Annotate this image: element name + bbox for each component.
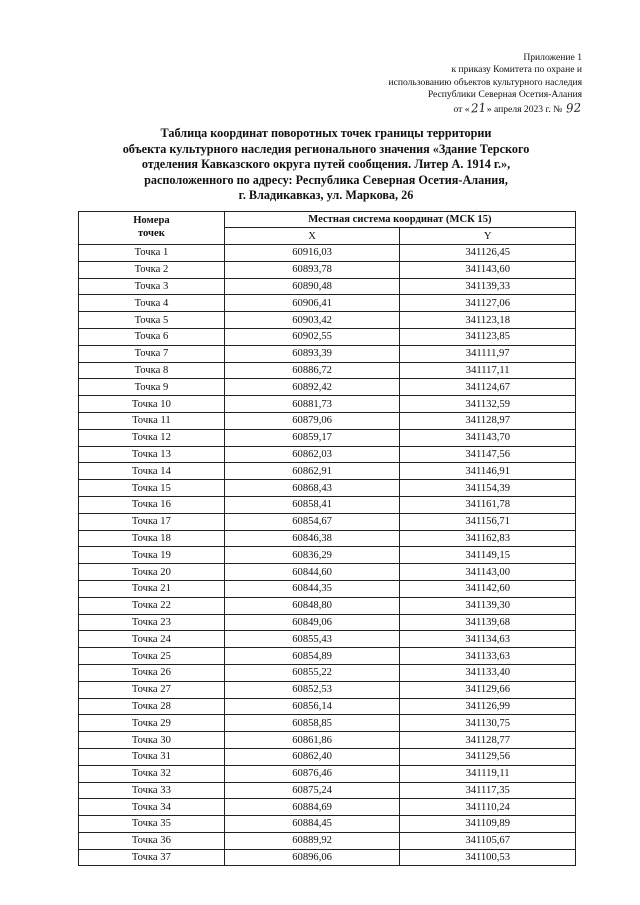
table-row bbox=[79, 564, 576, 581]
y-coordinate-cell: 341161,78 bbox=[400, 496, 576, 513]
y-coordinate-cell: 341111,97 bbox=[400, 345, 576, 362]
title-line-4: расположенного по адресу: Республика Северная Осетия-Алания, bbox=[144, 172, 508, 187]
point-name-cell: Точка 9 bbox=[79, 379, 225, 396]
point-name-cell: Точка 15 bbox=[79, 480, 225, 497]
point-name-cell: Точка 14 bbox=[79, 463, 225, 480]
y-coordinate-cell: 341133,63 bbox=[400, 648, 576, 665]
point-name-cell: Точка 22 bbox=[79, 597, 225, 614]
x-coordinate-cell: 60848,80 bbox=[224, 597, 400, 614]
x-coordinate-cell: 60858,85 bbox=[224, 715, 400, 732]
point-name-cell: Точка 8 bbox=[79, 362, 225, 379]
y-coordinate-cell: 341109,89 bbox=[400, 816, 576, 833]
table-row bbox=[79, 816, 576, 833]
x-coordinate-cell: 60875,24 bbox=[224, 782, 400, 799]
point-name-cell: Точка 20 bbox=[79, 564, 225, 581]
x-coordinate-cell: 60876,46 bbox=[224, 765, 400, 782]
table-row bbox=[79, 580, 576, 597]
title-line-2: объекта культурного наследия регионального значения «Здание Терского bbox=[122, 141, 530, 156]
point-name-cell: Точка 1 bbox=[79, 245, 225, 262]
table-row bbox=[79, 261, 576, 278]
x-coordinate-cell: 60884,69 bbox=[224, 799, 400, 816]
table-row bbox=[79, 631, 576, 648]
document-title bbox=[70, 126, 582, 204]
x-coordinate-cell: 60854,89 bbox=[224, 648, 400, 665]
point-name-cell: Точка 5 bbox=[79, 312, 225, 329]
table-row bbox=[79, 849, 576, 866]
point-name-cell: Точка 26 bbox=[79, 664, 225, 681]
x-coordinate-cell: 60893,39 bbox=[224, 345, 400, 362]
table-body bbox=[79, 245, 576, 866]
y-coordinate-cell: 341143,70 bbox=[400, 429, 576, 446]
y-coordinate-cell: 341139,30 bbox=[400, 597, 576, 614]
y-coordinate-cell: 341154,39 bbox=[400, 480, 576, 497]
point-name-cell: Точка 12 bbox=[79, 429, 225, 446]
x-coordinate-cell: 60844,60 bbox=[224, 564, 400, 581]
y-coordinate-cell: 341139,68 bbox=[400, 614, 576, 631]
point-name-cell: Точка 18 bbox=[79, 530, 225, 547]
x-coordinate-cell: 60862,03 bbox=[224, 446, 400, 463]
y-coordinate-cell: 341143,60 bbox=[400, 261, 576, 278]
table-row bbox=[79, 429, 576, 446]
header-points-line-2: точек bbox=[137, 228, 165, 239]
table-row bbox=[79, 345, 576, 362]
y-coordinate-cell: 341132,59 bbox=[400, 396, 576, 413]
point-name-cell: Точка 35 bbox=[79, 816, 225, 833]
point-name-cell: Точка 24 bbox=[79, 631, 225, 648]
x-coordinate-cell: 60855,43 bbox=[224, 631, 400, 648]
table-row bbox=[79, 832, 576, 849]
header-points bbox=[79, 212, 225, 245]
coordinates-table bbox=[78, 211, 576, 866]
appendix-date-line bbox=[388, 102, 582, 116]
y-coordinate-cell: 341127,06 bbox=[400, 295, 576, 312]
x-coordinate-cell: 60879,06 bbox=[224, 412, 400, 429]
y-coordinate-cell: 341146,91 bbox=[400, 463, 576, 480]
y-coordinate-cell: 341123,85 bbox=[400, 328, 576, 345]
table-row bbox=[79, 681, 576, 698]
x-coordinate-cell: 60849,06 bbox=[224, 614, 400, 631]
x-coordinate-cell: 60881,73 bbox=[224, 396, 400, 413]
y-coordinate-cell: 341149,15 bbox=[400, 547, 576, 564]
point-name-cell: Точка 7 bbox=[79, 345, 225, 362]
point-name-cell: Точка 34 bbox=[79, 799, 225, 816]
x-coordinate-cell: 60844,35 bbox=[224, 580, 400, 597]
x-coordinate-cell: 60856,14 bbox=[224, 698, 400, 715]
y-coordinate-cell: 341110,24 bbox=[400, 799, 576, 816]
point-name-cell: Точка 23 bbox=[79, 614, 225, 631]
table-row bbox=[79, 496, 576, 513]
point-name-cell: Точка 6 bbox=[79, 328, 225, 345]
table-row bbox=[79, 295, 576, 312]
point-name-cell: Точка 30 bbox=[79, 732, 225, 749]
appendix-line-3: использованию объектов культурного наследия bbox=[388, 76, 582, 88]
y-coordinate-cell: 341126,45 bbox=[400, 245, 576, 262]
point-name-cell: Точка 27 bbox=[79, 681, 225, 698]
header-x: X bbox=[224, 228, 400, 245]
point-name-cell: Точка 19 bbox=[79, 547, 225, 564]
y-coordinate-cell: 341100,53 bbox=[400, 849, 576, 866]
table-row bbox=[79, 513, 576, 530]
table-row bbox=[79, 715, 576, 732]
y-coordinate-cell: 341124,67 bbox=[400, 379, 576, 396]
y-coordinate-cell: 341129,56 bbox=[400, 748, 576, 765]
x-coordinate-cell: 60868,43 bbox=[224, 480, 400, 497]
point-name-cell: Точка 37 bbox=[79, 849, 225, 866]
x-coordinate-cell: 60903,42 bbox=[224, 312, 400, 329]
x-coordinate-cell: 60852,53 bbox=[224, 681, 400, 698]
point-name-cell: Точка 4 bbox=[79, 295, 225, 312]
x-coordinate-cell: 60855,22 bbox=[224, 664, 400, 681]
y-coordinate-cell: 341128,97 bbox=[400, 412, 576, 429]
x-coordinate-cell: 60854,67 bbox=[224, 513, 400, 530]
y-coordinate-cell: 341156,71 bbox=[400, 513, 576, 530]
table-row bbox=[79, 379, 576, 396]
point-name-cell: Точка 29 bbox=[79, 715, 225, 732]
table-row bbox=[79, 765, 576, 782]
y-coordinate-cell: 341128,77 bbox=[400, 732, 576, 749]
y-coordinate-cell: 341117,35 bbox=[400, 782, 576, 799]
table-row bbox=[79, 396, 576, 413]
x-coordinate-cell: 60862,91 bbox=[224, 463, 400, 480]
x-coordinate-cell: 60906,41 bbox=[224, 295, 400, 312]
y-coordinate-cell: 341143,00 bbox=[400, 564, 576, 581]
x-coordinate-cell: 60889,92 bbox=[224, 832, 400, 849]
appendix-header bbox=[388, 52, 582, 116]
x-coordinate-cell: 60859,17 bbox=[224, 429, 400, 446]
table-row bbox=[79, 480, 576, 497]
point-name-cell: Точка 21 bbox=[79, 580, 225, 597]
point-name-cell: Точка 3 bbox=[79, 278, 225, 295]
point-name-cell: Точка 17 bbox=[79, 513, 225, 530]
point-name-cell: Точка 11 bbox=[79, 412, 225, 429]
x-coordinate-cell: 60890,48 bbox=[224, 278, 400, 295]
y-coordinate-cell: 341129,66 bbox=[400, 681, 576, 698]
point-name-cell: Точка 31 bbox=[79, 748, 225, 765]
y-coordinate-cell: 341134,63 bbox=[400, 631, 576, 648]
table-row bbox=[79, 732, 576, 749]
title-line-1: Таблица координат поворотных точек границы территории bbox=[160, 126, 492, 140]
appendix-line-2: к приказу Комитета по охране и bbox=[451, 64, 582, 76]
y-coordinate-cell: 341162,83 bbox=[400, 530, 576, 547]
x-coordinate-cell: 60846,38 bbox=[224, 530, 400, 547]
table-row bbox=[79, 698, 576, 715]
y-coordinate-cell: 341139,33 bbox=[400, 278, 576, 295]
point-name-cell: Точка 10 bbox=[79, 396, 225, 413]
handwritten-day: 21 bbox=[470, 100, 487, 116]
point-name-cell: Точка 28 bbox=[79, 698, 225, 715]
y-coordinate-cell: 341126,99 bbox=[400, 698, 576, 715]
table-row bbox=[79, 412, 576, 429]
y-coordinate-cell: 341130,75 bbox=[400, 715, 576, 732]
table-row bbox=[79, 782, 576, 799]
table-row bbox=[79, 664, 576, 681]
header-y: Y bbox=[400, 228, 576, 245]
table-row bbox=[79, 799, 576, 816]
x-coordinate-cell: 60896,06 bbox=[224, 849, 400, 866]
table-row bbox=[79, 614, 576, 631]
appendix-line-4: Республики Северная Осетия-Алания bbox=[427, 89, 582, 101]
point-name-cell: Точка 25 bbox=[79, 648, 225, 665]
point-name-cell: Точка 36 bbox=[79, 832, 225, 849]
table-row bbox=[79, 362, 576, 379]
appendix-line-1: Приложение 1 bbox=[523, 52, 582, 63]
y-coordinate-cell: 341117,11 bbox=[400, 362, 576, 379]
header-points-line-1: Номера bbox=[133, 215, 170, 226]
table-row bbox=[79, 446, 576, 463]
y-coordinate-cell: 341133,40 bbox=[400, 664, 576, 681]
x-coordinate-cell: 60893,78 bbox=[224, 261, 400, 278]
table-row bbox=[79, 597, 576, 614]
table-row bbox=[79, 648, 576, 665]
x-coordinate-cell: 60916,03 bbox=[224, 245, 400, 262]
table-row bbox=[79, 328, 576, 345]
point-name-cell: Точка 32 bbox=[79, 765, 225, 782]
point-name-cell: Точка 13 bbox=[79, 446, 225, 463]
handwritten-order-number: 92 bbox=[565, 100, 582, 116]
table-row bbox=[79, 278, 576, 295]
table-row bbox=[79, 748, 576, 765]
x-coordinate-cell: 60902,55 bbox=[224, 328, 400, 345]
date-prefix: от « bbox=[453, 103, 470, 115]
table-row bbox=[79, 312, 576, 329]
x-coordinate-cell: 60892,42 bbox=[224, 379, 400, 396]
x-coordinate-cell: 60861,86 bbox=[224, 732, 400, 749]
title-line-5: г. Владикавказ, ул. Маркова, 26 bbox=[238, 188, 414, 203]
x-coordinate-cell: 60884,45 bbox=[224, 816, 400, 833]
table-row bbox=[79, 245, 576, 262]
table-row bbox=[79, 463, 576, 480]
x-coordinate-cell: 60836,29 bbox=[224, 547, 400, 564]
title-line-3: отделения Кавказского округа путей сообщения. Литер А. 1914 г.», bbox=[141, 157, 511, 172]
point-name-cell: Точка 2 bbox=[79, 261, 225, 278]
y-coordinate-cell: 341119,11 bbox=[400, 765, 576, 782]
point-name-cell: Точка 16 bbox=[79, 496, 225, 513]
y-coordinate-cell: 341105,67 bbox=[400, 832, 576, 849]
y-coordinate-cell: 341142,60 bbox=[400, 580, 576, 597]
header-coordinate-system: Местная система координат (МСК 15) bbox=[224, 212, 575, 228]
table-row bbox=[79, 547, 576, 564]
table-row bbox=[79, 530, 576, 547]
point-name-cell: Точка 33 bbox=[79, 782, 225, 799]
y-coordinate-cell: 341123,18 bbox=[400, 312, 576, 329]
date-suffix: » апреля 2023 г. № bbox=[486, 103, 563, 115]
x-coordinate-cell: 60886,72 bbox=[224, 362, 400, 379]
x-coordinate-cell: 60858,41 bbox=[224, 496, 400, 513]
y-coordinate-cell: 341147,56 bbox=[400, 446, 576, 463]
x-coordinate-cell: 60862,40 bbox=[224, 748, 400, 765]
